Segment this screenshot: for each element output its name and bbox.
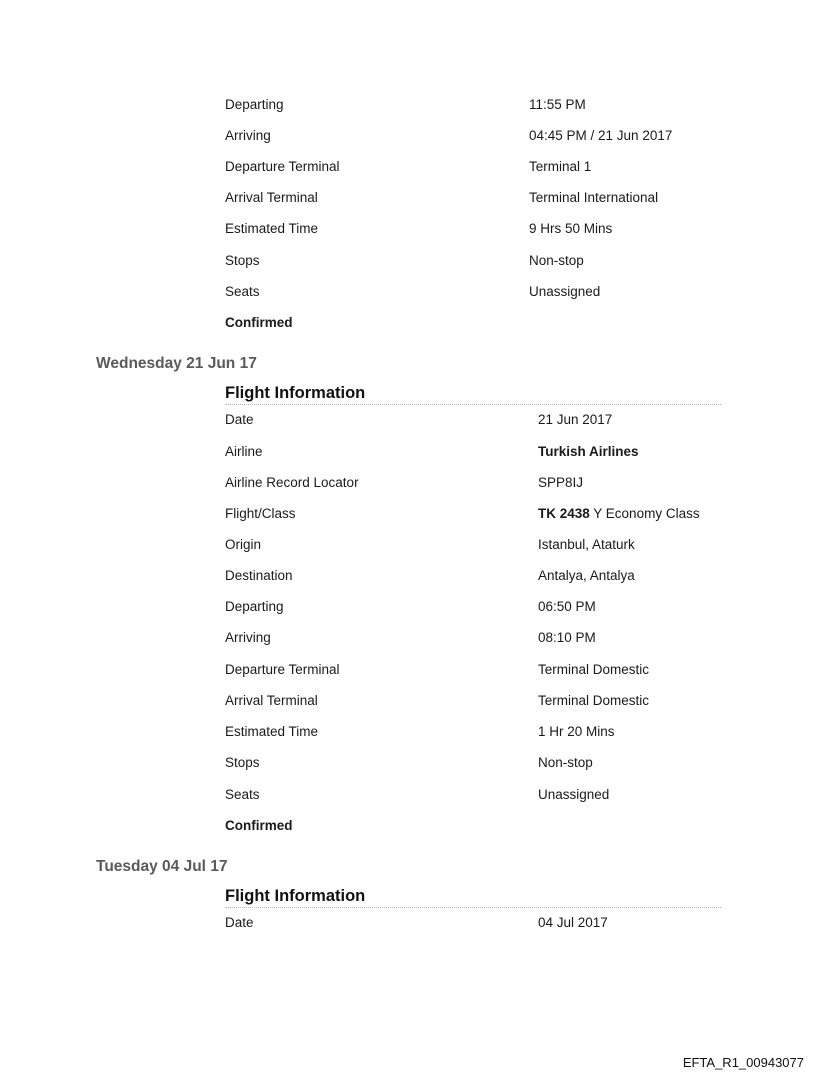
field-label: Date: [225, 915, 254, 930]
detail-row-stops: [0, 253, 816, 273]
document-id: EFTA_R1_00943077: [682, 1055, 804, 1070]
detail-row-seats: [0, 787, 816, 807]
detail-row-estimated-time: [0, 221, 816, 241]
detail-row-origin: [0, 537, 816, 557]
field-label: Arriving: [225, 128, 271, 143]
field-value: Istanbul, Ataturk: [538, 537, 635, 552]
field-label: Date: [225, 412, 254, 427]
field-value: Unassigned: [538, 787, 610, 802]
detail-row-departure-terminal: [0, 662, 816, 682]
detail-row-arrival-terminal: [0, 190, 816, 210]
field-value: Non-stop: [529, 253, 584, 268]
field-value: Terminal Domestic: [538, 662, 650, 677]
field-value: Terminal Domestic: [538, 693, 650, 708]
field-label: Seats: [225, 284, 260, 299]
field-value: 04:45 PM / 21 Jun 2017: [529, 128, 673, 143]
detail-row-arriving: [0, 128, 816, 148]
detail-row-departing: [0, 599, 816, 619]
cabin-class: Y Economy Class: [589, 506, 700, 521]
detail-row-record-locator: [0, 475, 816, 495]
detail-row-departing: [0, 97, 816, 117]
field-value: Terminal International: [529, 190, 659, 205]
field-value: 06:50 PM: [538, 599, 596, 614]
detail-row-date: [0, 412, 816, 432]
field-label: Stops: [225, 755, 260, 770]
field-label: Flight/Class: [225, 506, 296, 521]
field-value: Antalya, Antalya: [538, 568, 635, 583]
section-title-text: Flight Information: [225, 887, 366, 905]
field-value: SPP8IJ: [538, 475, 584, 490]
field-label: Departing: [225, 97, 284, 112]
field-label: Arrival Terminal: [225, 190, 318, 205]
detail-row-flight-class: [0, 506, 816, 526]
field-label: Departure Terminal: [225, 159, 340, 174]
field-label: Stops: [225, 253, 260, 268]
detail-row-departure-terminal: [0, 159, 816, 179]
field-label: Departing: [225, 599, 284, 614]
field-value: Turkish Airlines: [538, 444, 639, 459]
field-value: Unassigned: [529, 284, 601, 299]
field-label: Seats: [225, 787, 260, 802]
field-value: 04 Jul 2017: [538, 915, 608, 930]
field-label: Arrival Terminal: [225, 693, 318, 708]
field-value: 9 Hrs 50 Mins: [529, 221, 613, 236]
field-label: Destination: [225, 568, 293, 583]
field-value: Non-stop: [538, 755, 593, 770]
field-label: Arriving: [225, 630, 271, 645]
field-value: 1 Hr 20 Mins: [538, 724, 615, 739]
field-value: 08:10 PM: [538, 630, 596, 645]
detail-row-seats: [0, 284, 816, 304]
field-label: Origin: [225, 537, 262, 552]
section-title: [225, 384, 721, 405]
day-heading: Tuesday 04 Jul 17: [96, 858, 228, 875]
field-label: Airline: [225, 444, 263, 459]
detail-row-estimated-time: [0, 724, 816, 744]
detail-row-stops: [0, 755, 816, 775]
status-confirmed: Confirmed: [225, 818, 293, 833]
detail-row-arrival-terminal: [0, 693, 816, 713]
detail-row-arriving: [0, 630, 816, 650]
detail-row-date: [0, 915, 816, 935]
field-value: [538, 506, 700, 521]
status-confirmed: Confirmed: [225, 315, 293, 330]
field-label: Estimated Time: [225, 724, 319, 739]
field-label: Airline Record Locator: [225, 475, 359, 490]
field-value: 11:55 PM: [529, 97, 586, 112]
day-heading: Wednesday 21 Jun 17: [96, 355, 257, 372]
field-label: Departure Terminal: [225, 662, 340, 677]
field-value: 21 Jun 2017: [538, 412, 613, 427]
field-value: Terminal 1: [529, 159, 592, 174]
flight-number: TK 2438: [538, 506, 590, 521]
detail-row-airline: [0, 444, 816, 464]
section-title: [225, 887, 721, 908]
field-label: Estimated Time: [225, 221, 319, 236]
section-title-text: Flight Information: [225, 384, 366, 402]
detail-row-destination: [0, 568, 816, 588]
